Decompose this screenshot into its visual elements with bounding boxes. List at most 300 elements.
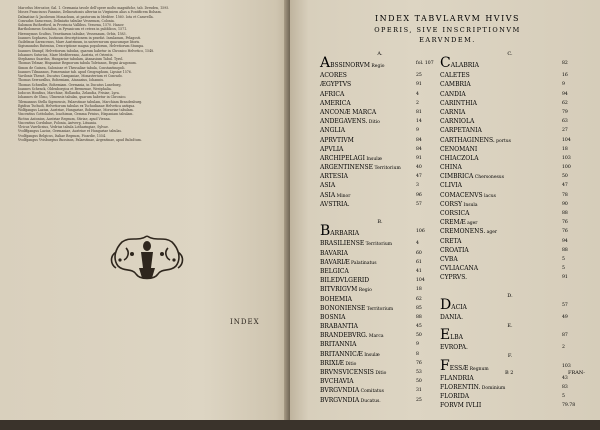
- entry-name-text: ARGENTINENSE: [320, 164, 374, 172]
- credit-line: Bartholomeus Scutalius, in Pyranicum et cetera in pubblicos, 1571.: [18, 27, 128, 32]
- entry-page-number: 18: [562, 146, 568, 152]
- index-entry: [320, 368, 440, 377]
- entry-page-number: 50: [562, 174, 568, 180]
- index-entry: [440, 255, 580, 264]
- entry-name: [320, 71, 347, 80]
- entry-name-text: BRIXIÆ: [320, 359, 344, 367]
- signature-mark: B 2: [505, 370, 514, 376]
- entry-page-number: 31: [416, 388, 422, 394]
- section-letter: E.: [507, 323, 513, 330]
- entry-page-number: 94: [562, 91, 568, 97]
- entry-name-text: ACORES: [320, 72, 347, 80]
- entry-page-number: 57: [416, 201, 422, 207]
- section-letter: D.: [507, 292, 513, 299]
- entry-name: [440, 80, 471, 89]
- entry-page-number: 79.78: [562, 403, 576, 409]
- entry-page-number: 5: [562, 266, 565, 272]
- entry-page-number: 4: [416, 91, 419, 97]
- entry-name-text: BILEDVLGERID: [320, 277, 370, 285]
- entry-page-number: 60: [416, 250, 422, 256]
- entry-note: ager: [465, 221, 478, 227]
- entry-page-number: 76: [416, 360, 422, 366]
- index-title-line-3: EARVNDEM.: [419, 36, 476, 44]
- entry-name-text: APVLIA: [320, 145, 344, 153]
- entry-name-text: DANIA.: [440, 313, 464, 321]
- entry-name: [320, 200, 350, 209]
- entry-name-rest: BSSINORVM: [330, 62, 370, 70]
- index-entry: [320, 386, 440, 395]
- credit-line: Moses Franciscus Fannius, Delineationis alterius in Virginiem alias a Pontificem Bolsam.: [18, 10, 162, 15]
- entry-name-text: ARCHIPELAGI: [320, 154, 365, 162]
- entry-name-text: CORSY: [440, 200, 463, 208]
- entry-name: [440, 71, 470, 80]
- entry-name: [440, 237, 462, 246]
- entry-name-text: CORSICA: [440, 210, 470, 217]
- entry-page-number: 9: [562, 82, 565, 88]
- entry-note: Minor: [335, 193, 351, 199]
- entry-name: [440, 154, 479, 163]
- index-entry: [320, 313, 440, 322]
- index-entry: [440, 172, 580, 181]
- credit-line: Stephanus Suardus, Hungariae tabulam, Atanasium Tabul. Tyrol.: [18, 57, 124, 61]
- entry-name: [320, 276, 369, 285]
- entry-name: [440, 374, 474, 383]
- index-entry: [440, 117, 580, 126]
- index-title-line-1: INDEX TABVLARVM HVIVS: [375, 14, 520, 23]
- entry-name-text: BELGICA: [320, 267, 349, 275]
- index-entry: [320, 249, 440, 258]
- index-entry: [440, 191, 580, 200]
- entry-name-text: CREMÆ: [440, 219, 466, 227]
- index-entry: [440, 246, 580, 255]
- entry-name: [440, 246, 469, 255]
- entry-page-number: 53: [416, 370, 422, 375]
- index-entry: [320, 136, 440, 145]
- credit-line: Vavilonis Thenot, Ducatus Campaniae, Monasterium et Conrado.: [18, 74, 123, 78]
- entry-name-text: FORVM IVLII: [440, 402, 482, 410]
- entry-page-number: 88: [416, 314, 422, 320]
- entry-name: [320, 313, 346, 322]
- entry-name-text: EVROPA.: [440, 344, 468, 352]
- entry-note: Ditio: [367, 120, 380, 126]
- index-entry: [440, 200, 580, 209]
- entry-page-number: 103: [562, 363, 571, 369]
- entry-name-text: BRITANNIA: [320, 341, 357, 349]
- entry-name: [320, 295, 352, 304]
- index-entry: [320, 359, 440, 368]
- initial-capital: A: [320, 55, 331, 72]
- entry-page-number: 78: [562, 192, 568, 198]
- entry-name-text: BRASILIENSE: [320, 240, 365, 248]
- entry-note: Palatinatus: [349, 260, 377, 266]
- entry-name-text: ASIA: [320, 182, 336, 190]
- entry-name: [440, 55, 479, 72]
- entry-page-number: 62: [562, 100, 568, 106]
- credit-line: Ioannes Sopharus, Iustinum descriptionem in praefat. Insulanum, Pelagosti.: [18, 35, 142, 40]
- index-entry: [320, 258, 440, 267]
- entry-page-number: 50: [416, 333, 422, 339]
- entry-page-number: 104: [562, 137, 571, 143]
- entry-note: Territorium: [373, 166, 401, 172]
- entry-note: Territorium: [365, 306, 394, 312]
- index-entry: [320, 295, 440, 304]
- index-entry: [320, 154, 440, 163]
- entry-name-text: BVRGVNDIA: [320, 387, 360, 395]
- index-entry: [320, 126, 440, 135]
- credit-line: Ioannes Tilmannus, Pomeraniae tab. apud Geographum, Lipsiae 1576.: [18, 69, 132, 74]
- entry-page-number: 47: [562, 183, 568, 189]
- index-entry: [320, 285, 440, 294]
- entry-page-number: 62: [416, 296, 422, 302]
- entry-name: [320, 377, 354, 386]
- entry-name-text: AMERICA: [320, 99, 351, 107]
- index-entry: [440, 343, 580, 352]
- credit-line: Ioannes Stumpf, Helvetiorum tabulas, quarum habetur in Chronico Helvetico, 1548.: [18, 48, 155, 53]
- initial-capital: F: [440, 357, 450, 374]
- credit-line: Vvolfgangus Vvisburgius Bussinus, Palaestinae, Argentinae, apud Buboltum.: [18, 137, 142, 142]
- entry-page-number: 84: [416, 146, 422, 152]
- index-entry: [320, 276, 440, 285]
- index-entry: [320, 71, 440, 80]
- entry-name: [440, 145, 477, 154]
- entry-name-text: BRANDEBVRG.: [320, 332, 368, 340]
- entry-name-text: FLORENTIN.: [440, 383, 481, 391]
- entry-name: [440, 108, 465, 117]
- index-entry: [320, 99, 440, 108]
- entry-note: Insula: [462, 202, 478, 208]
- entry-page-number: 91: [416, 155, 422, 161]
- credit-line: Wolfgangus Lazius, Austriae, Hungariae, Bohemiae, Moraviae tabulam.: [18, 108, 134, 112]
- credit-line: Egidius Tschudi, Helvetiorum tabulas ex Tschudianae Helvetica antiqua.: [18, 103, 136, 108]
- catchword-index: INDEX: [230, 318, 260, 326]
- entry-name-text: BRVNSVICENSIS: [320, 369, 374, 376]
- section-letter: A.: [377, 51, 383, 57]
- credit-line: Ioannes Schenck, Oldenborgica et Bremenae, Westphalia.: [18, 86, 112, 91]
- entry-name-text: FLANDRIA: [440, 374, 474, 382]
- entry-page-number: 5: [562, 256, 565, 262]
- index-entry: [440, 218, 580, 227]
- credit-line: Marcelus Mercator, Gal. 1. Germania tavole dell'opere molto magnifiche, tab. Dresden, 1595.: [18, 6, 170, 10]
- credit-line: Iodocus Hondius, Marchiae, Hollandia, Zelandia, Frisiae, Lyra.: [18, 91, 120, 95]
- entry-name-text: AFRICA: [320, 90, 345, 98]
- entry-page-number: 9: [416, 128, 419, 134]
- entry-name: [320, 396, 381, 406]
- entry-page-number: 88: [562, 247, 568, 253]
- credit-line: Hieronymus Scultus, Venetiarum tabulae, Vessenaum, Orbis, 1583.: [18, 31, 127, 36]
- entry-note: Ditio: [373, 371, 387, 376]
- entry-note: Insulæ: [362, 352, 380, 358]
- entry-name-text: ANGLIA: [320, 127, 346, 135]
- entry-name-text: CVLIACANA: [440, 265, 479, 273]
- entry-page-number: 90: [562, 201, 568, 207]
- index-entry: [440, 80, 580, 89]
- credit-line: Guilelmus Sarracenus, Mare Austrinum, in universorum quacumque litoris.: [18, 40, 141, 44]
- entry-name-rest: ARBARIA: [330, 230, 360, 238]
- entry-name-text: ÆGYPTVS: [320, 81, 352, 89]
- index-entry: [320, 55, 440, 72]
- entry-name: [440, 313, 463, 322]
- entry-page-number: 3: [416, 183, 419, 189]
- table-edge: [0, 420, 600, 430]
- entry-note: Insulæ: [364, 156, 382, 162]
- entry-name-text: CVBA: [440, 255, 458, 263]
- entry-name: [440, 99, 477, 108]
- index-entry: [320, 331, 440, 340]
- credit-line: Thomas Telmar, Hispaniae Regnorum tabula Toletanus, Regni Aragonum.: [18, 61, 137, 66]
- entry-name-text: ANCONÆ MARCA: [320, 108, 377, 116]
- index-entry: [440, 392, 580, 401]
- entry-note: lacus: [482, 193, 496, 199]
- index-entry: [440, 126, 580, 135]
- entry-name-text: APRVTIVM: [320, 136, 354, 144]
- entry-name-text: CAMBRIA: [440, 81, 471, 89]
- entry-name: [320, 322, 358, 331]
- entry-name-text: CHIACZOLA: [440, 154, 479, 162]
- entry-name-rest: ALABRIA: [450, 62, 479, 70]
- index-entry: [320, 172, 440, 181]
- entry-page-number: 45: [416, 324, 422, 330]
- entry-name-text: CARINTHIA: [440, 99, 477, 107]
- entry-name: [320, 145, 343, 154]
- entry-name-rest: LBA: [450, 334, 463, 342]
- entry-page-number: 25: [416, 73, 422, 79]
- initial-capital: D: [440, 296, 452, 313]
- credit-line: Vvolfgangus Belgicus, Italiae Regnum, Picardie, 1554.: [18, 133, 106, 138]
- entry-name-rest: ESSÆ: [449, 364, 469, 372]
- entry-name: [440, 209, 469, 218]
- entry-page-number: 40: [416, 165, 422, 171]
- entry-name-text: BOHEMIA: [320, 295, 352, 303]
- index-entry: [320, 377, 440, 386]
- entry-page-number: 41: [416, 268, 422, 274]
- entry-note: portus: [494, 138, 511, 144]
- entry-page-number: 81: [416, 109, 422, 115]
- entry-page-number: 79: [562, 109, 568, 115]
- entry-name-text: BRABANTIA: [320, 323, 358, 331]
- credit-line: Vincentius Gottoladus, Ioachimus, Gemma Frisius, Hispaniam tabulam.: [18, 112, 134, 117]
- left-page: [0, 0, 290, 430]
- index-entry: [440, 145, 580, 154]
- index-entry: [320, 350, 440, 359]
- entry-page-number: 84: [416, 137, 422, 143]
- index-entry: [320, 80, 440, 89]
- entry-note: Dominium: [480, 385, 506, 391]
- credit-line: Sigismundus Rutenius, Descriptione magna populorum, Helvetiorum Stumpa.: [18, 44, 145, 49]
- index-column-a-b: [320, 50, 440, 405]
- index-title-line-2: OPERIS, SIVE INSCRIPTIONVM: [374, 26, 521, 34]
- entry-name: [320, 108, 376, 117]
- entry-name: [440, 255, 458, 264]
- credit-line: Vlricus Vuerlicsius, Vedrius tabula Lotharingiae, Sylvae.: [18, 125, 109, 129]
- entry-name-text: BVRGVNDIA: [320, 396, 360, 404]
- entry-page-number: 87: [562, 333, 568, 339]
- entry-name-text: CREMONENS.: [440, 228, 486, 236]
- credit-line: Iohannes Sutorius, Mare Mediterrano, Austria, et Orientis.: [18, 52, 114, 57]
- entry-note: Marca: [367, 334, 384, 340]
- index-entry: [440, 181, 580, 190]
- entry-note: Regio: [369, 64, 385, 70]
- entry-page-number: 76: [562, 229, 568, 235]
- entry-page-number: 57: [562, 302, 568, 308]
- entry-name-text: BOSNIA: [320, 313, 346, 321]
- entry-name-text: CYPRVS.: [440, 274, 468, 282]
- entry-page-number: 2: [562, 345, 565, 351]
- entry-name-text: COMACENVS: [440, 191, 483, 199]
- entry-page-number: 49: [562, 314, 568, 320]
- entry-note: Ditio: [343, 361, 357, 367]
- entry-name: [440, 90, 466, 99]
- entry-page-number: 8: [416, 351, 419, 357]
- entry-page-number: 4: [416, 241, 419, 247]
- entry-name-rest: ACIA: [451, 303, 467, 311]
- entry-page-number: 9: [416, 342, 419, 348]
- entry-name-text: ASIA: [320, 191, 336, 199]
- index-entry: [440, 401, 580, 410]
- entry-page-number: 104: [416, 278, 425, 284]
- ornament-icon: [108, 232, 186, 284]
- entry-name: [320, 340, 357, 349]
- entry-page-number: 50: [416, 379, 422, 385]
- entry-name-text: CARNIA: [440, 108, 466, 116]
- entry-name-text: BONONIENSE: [320, 304, 366, 312]
- entry-name-text: FLORIDA: [440, 393, 470, 400]
- entry-name-text: CARPETANIA: [440, 127, 482, 135]
- index-entry: [440, 154, 580, 163]
- entry-note: Regnum: [468, 366, 489, 372]
- entry-page-number: 25: [416, 397, 422, 403]
- entry-name-text: BITVRIGVM: [320, 286, 358, 294]
- entry-name: [320, 55, 385, 72]
- index-entry: [440, 296, 580, 313]
- entry-name-text: BVCHAVIA: [320, 378, 354, 386]
- entry-page-number: 5: [562, 394, 565, 399]
- entry-page-number: 82: [562, 61, 568, 67]
- section-letter: C.: [507, 51, 513, 57]
- index-entry: [440, 327, 580, 344]
- section-gap: [440, 283, 580, 292]
- entry-name: [440, 357, 489, 374]
- entry-page-number: 2: [416, 100, 419, 106]
- entry-name: [440, 181, 462, 190]
- index-entry: [320, 108, 440, 117]
- credit-line: Thomas Serravallus, Bohemiam, Atanasius, Iohannis.: [18, 78, 104, 83]
- entry-page-number: 83: [562, 384, 568, 390]
- index-column-c-f: [440, 50, 580, 410]
- credit-line: Dalmatiae & Jacobeum Monachum, at pastorum in Mediter. 1560. Iota et Caravella.: [18, 14, 154, 19]
- entry-name-text: AVSTRIA.: [320, 200, 350, 208]
- entry-name-text: BRITANNICÆ: [320, 350, 363, 358]
- entry-name-text: BAVARIA: [320, 249, 348, 257]
- entry-page-number: 91: [416, 82, 422, 88]
- entry-name: [320, 172, 348, 181]
- entry-name-text: CALETES: [440, 72, 470, 80]
- entry-name: [440, 126, 482, 135]
- section-letter: F.: [507, 353, 513, 360]
- entry-name: [440, 264, 478, 273]
- initial-capital: B: [320, 223, 331, 240]
- index-entry: [440, 90, 580, 99]
- entry-name: [440, 327, 463, 344]
- entry-page-number: 16: [562, 73, 568, 79]
- catchword-fran: FRAN-: [568, 370, 585, 376]
- entry-name-text: CANDIA: [440, 90, 466, 98]
- index-entry: [440, 163, 580, 172]
- index-entry: [440, 71, 580, 80]
- entry-page-number: 47: [416, 174, 422, 180]
- entry-name: [320, 249, 348, 258]
- entry-page-number: 63: [562, 119, 568, 125]
- initial-capital: C: [440, 55, 451, 72]
- index-entry: [320, 267, 440, 276]
- index-entry: [320, 322, 440, 331]
- index-entry: [320, 191, 440, 200]
- entry-name: [320, 267, 349, 276]
- entry-name-text: CARNIOLA: [440, 118, 475, 126]
- index-entry: [320, 396, 440, 405]
- index-entry: [320, 223, 440, 240]
- index-entry: [320, 145, 440, 154]
- index-entry: [440, 108, 580, 117]
- index-entry: [440, 136, 580, 145]
- entry-page-number: 18: [416, 287, 422, 293]
- credit-line: Salomon Rutherford, in Provincia Vallibus. Vessena, 1570. Hanov.: [18, 23, 125, 27]
- entry-name: [320, 90, 344, 99]
- entry-name: [440, 117, 474, 126]
- entry-page-number: 106: [416, 229, 425, 235]
- entry-name-text: ARTESIA: [320, 173, 348, 181]
- credit-line: Thomas Schwalbe, Bohemiam. Germania, in Ducatus Luneburg.: [18, 82, 122, 87]
- entry-page-number: 91: [562, 275, 568, 281]
- entry-name-text: CRETA: [440, 237, 462, 245]
- index-entry: [320, 90, 440, 99]
- entry-page-number: 85: [416, 305, 422, 311]
- index-entry: [440, 264, 580, 273]
- entry-name-text: CARTHAGINENS.: [440, 136, 495, 144]
- entry-page-number: 61: [416, 259, 422, 265]
- index-entry: [320, 239, 440, 248]
- entry-note: Comitatus: [359, 389, 384, 395]
- entry-name: [440, 392, 469, 401]
- entry-page-number: fol. 107: [416, 61, 434, 67]
- index-entry: [320, 181, 440, 190]
- index-entry: [440, 227, 580, 236]
- entry-name: [440, 296, 467, 313]
- entry-name: [440, 401, 481, 410]
- entry-note: Ducatus.: [359, 398, 381, 404]
- entry-name: [320, 80, 351, 89]
- entry-page-number: 94: [562, 238, 568, 244]
- entry-name-text: ANDEGAVENS.: [320, 118, 368, 126]
- entry-name: [440, 343, 468, 352]
- entry-name: [320, 181, 335, 190]
- credits-text-block: [18, 6, 280, 142]
- entry-name-text: CENOMANI: [440, 145, 478, 153]
- index-entry: [320, 304, 440, 313]
- entry-note: Regio: [357, 288, 372, 294]
- entry-name: [320, 99, 351, 108]
- credit-line: Conradus Saracenus, Deliniatio tabulae Vessenum, Colonia.: [18, 18, 115, 23]
- entry-page-number: 43: [562, 375, 568, 381]
- entry-name: [320, 126, 345, 135]
- initial-capital: E: [440, 327, 451, 344]
- index-entry: [440, 383, 580, 392]
- entry-name: [440, 163, 462, 172]
- entry-name-text: CHINA: [440, 164, 462, 172]
- entry-name-text: BAVARIÆ: [320, 258, 350, 266]
- entry-note: Chersonesus: [473, 175, 505, 181]
- credit-line: Iohannes de Ulmo, Ulmensis tabulas, quarum habetur in Chronico.: [18, 95, 127, 100]
- entry-page-number: 100: [562, 165, 571, 171]
